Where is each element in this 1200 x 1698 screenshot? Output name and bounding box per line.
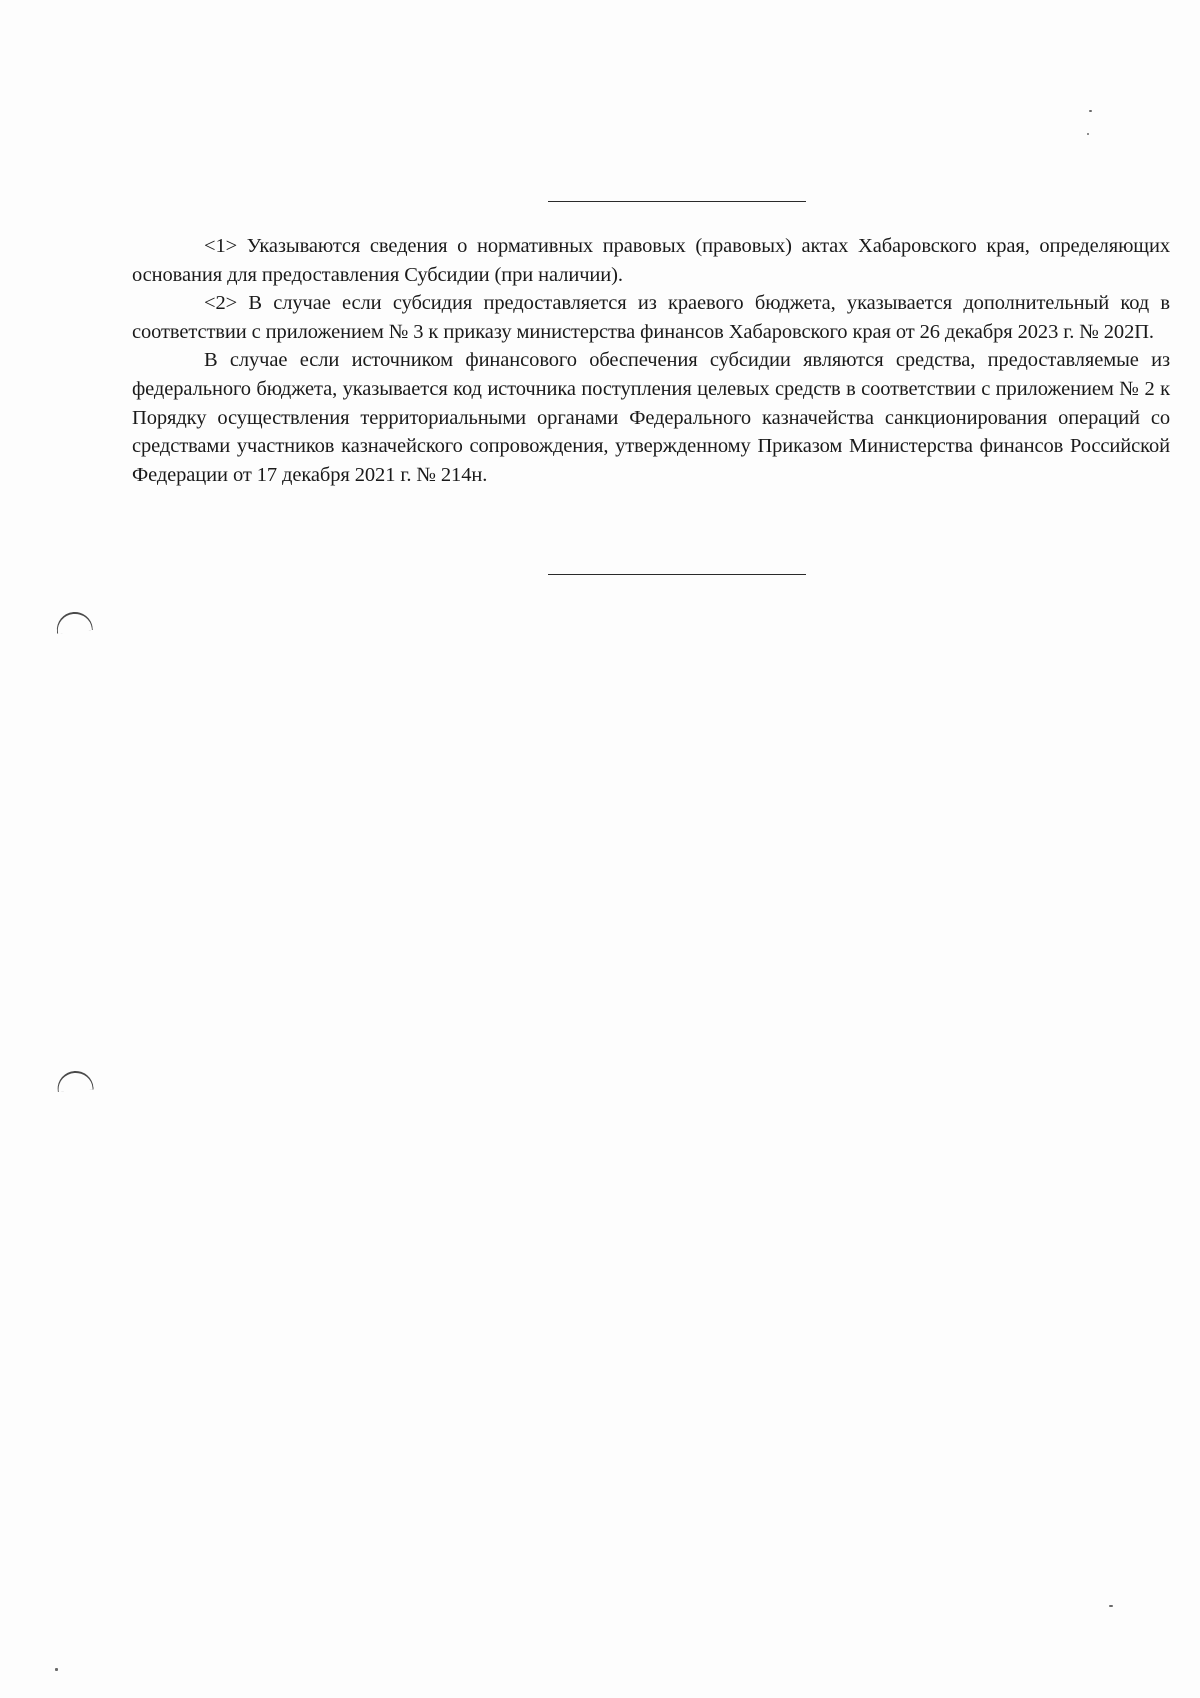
scan-speck [1087,133,1089,135]
scan-speck [55,1668,58,1671]
binding-hole-mark [56,1070,93,1092]
footnote-2: <2> В случае если субсидия предоставляется из краевого бюджета, указывается дополнительный код в соответствии с приложением № 3 к приказу министерства финансов Хабаровского края от 26 декабря 2023 г. № 202П. [132,292,1170,343]
scan-speck [1109,1605,1113,1607]
top-separator-line [548,201,806,202]
bottom-separator-line [548,574,806,575]
footnote-1: <1> Указываются сведения о нормативных правовых (правовых) актах Хабаровского края, определяющих основания для предоставления Субсидии (при наличии). [132,235,1170,286]
scan-speck [1089,110,1092,112]
footnote-2-continued: В случае если источником финансового обеспечения субсидии являются средства, предоставляемые из федерального бюджета, указывается код источника поступления целевых средств в соответствии с приложением № 2 к Порядку осуществления территориальными органами Федерального казначейства санкционирования операций со средствами участников казначейского сопровождения, утвержденному Приказом Министерства финансов Российской Федерации от 17 декабря 2021 г. № 214н. [132,349,1170,486]
binding-hole-mark [55,610,93,634]
footnotes-block [132,232,1170,489]
